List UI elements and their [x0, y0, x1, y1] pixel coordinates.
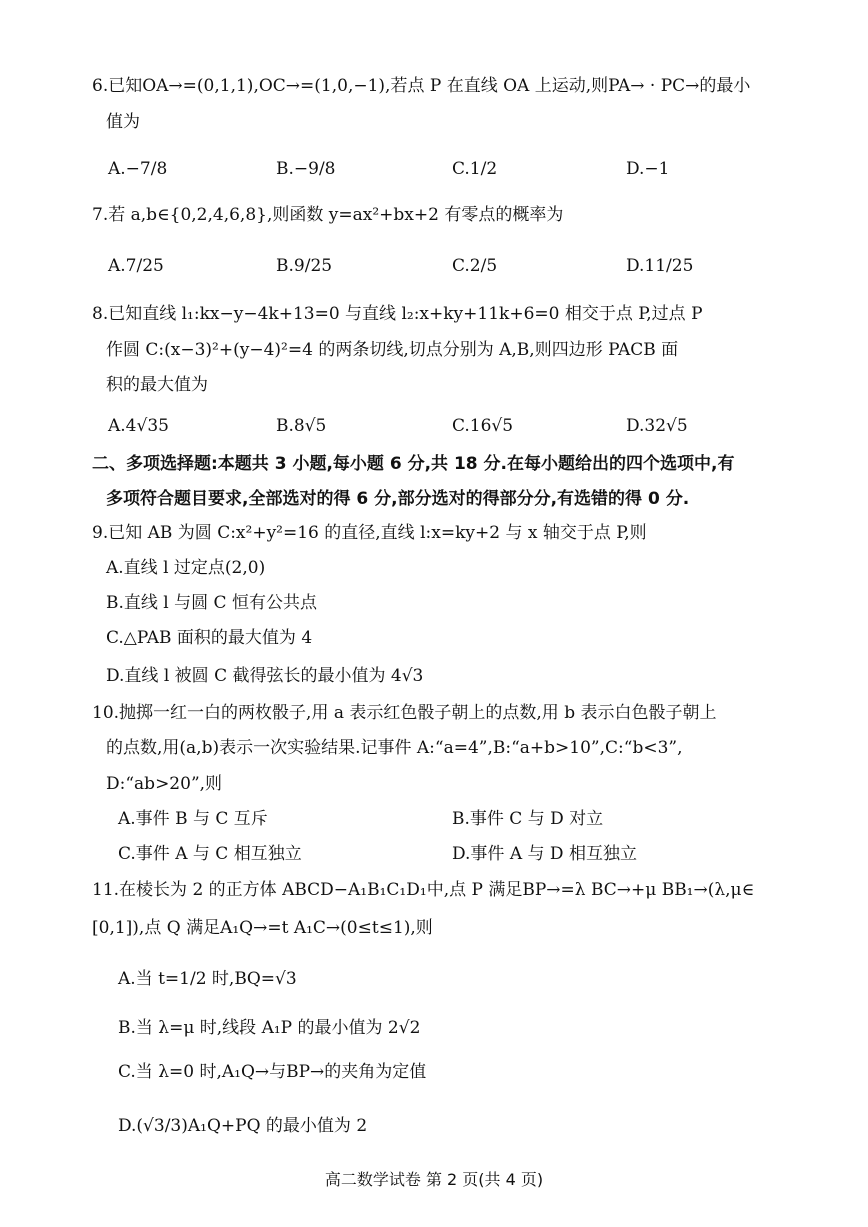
- q11-option-b: B.当 λ=μ 时,线段 A₁P 的最小值为 2√2: [118, 1018, 421, 1038]
- q6-option-a: A.−7/8: [108, 159, 168, 179]
- q9-option-b: B.直线 l 与圆 C 恒有公共点: [106, 593, 317, 613]
- q8-option-d: D.32√5: [626, 416, 688, 436]
- q9-option-c: C.△PAB 面积的最大值为 4: [106, 628, 313, 648]
- q6-stem-line1: 6.已知OA→=(0,1,1),OC→=(1,0,−1),若点 P 在直线 OA 上运动,则PA→ · PC→的最小: [92, 76, 751, 96]
- q10-option-a: A.事件 B 与 C 互斥: [118, 809, 268, 829]
- q10-option-c: C.事件 A 与 C 相互独立: [118, 844, 302, 864]
- page-footer: 高二数学试卷 第 2 页(共 4 页): [324, 1170, 544, 1189]
- q7-stem-line1: 7.若 a,b∈{0,2,4,6,8},则函数 y=ax²+bx+2 有零点的概率为: [92, 205, 564, 225]
- q10-stem-line1: 10.抛掷一红一白的两枚骰子,用 a 表示红色骰子朝上的点数,用 b 表示白色骰子朝上: [92, 703, 717, 723]
- q10-option-d: D.事件 A 与 D 相互独立: [452, 844, 637, 864]
- q7-option-c: C.2/5: [452, 256, 498, 276]
- section-2-heading-line2: 多项符合题目要求,全部选对的得 6 分,部分选对的得部分分,有选错的得 0 分.: [106, 489, 690, 509]
- q9-option-d: D.直线 l 被圆 C 截得弦长的最小值为 4√3: [106, 666, 424, 686]
- q8-option-a: A.4√35: [108, 416, 169, 436]
- q6-option-b: B.−9/8: [276, 159, 336, 179]
- q11-stem-line2: [0,1]),点 Q 满足A₁Q→=t A₁C→(0≤t≤1),则: [92, 918, 433, 938]
- q8-stem-line3: 积的最大值为: [106, 375, 208, 395]
- q9-stem-line1: 9.已知 AB 为圆 C:x²+y²=16 的直径,直线 l:x=ky+2 与 x 轴交于点 P,则: [92, 523, 647, 543]
- q8-stem-line1: 8.已知直线 l₁:kx−y−4k+13=0 与直线 l₂:x+ky+11k+6=0 相交于点 P,过点 P: [92, 304, 703, 324]
- q10-stem-line2: 的点数,用(a,b)表示一次实验结果.记事件 A:“a=4”,B:“a+b>10”,C:“b<3”,: [106, 738, 683, 758]
- q11-stem-line1: 11.在棱长为 2 的正方体 ABCD−A₁B₁C₁D₁中,点 P 满足BP→=λ BC→+μ BB₁→(λ,μ∈: [92, 880, 755, 900]
- q8-option-c: C.16√5: [452, 416, 514, 436]
- q11-option-d: D.(√3/3)A₁Q+PQ 的最小值为 2: [118, 1116, 368, 1136]
- q9-option-a: A.直线 l 过定点(2,0): [106, 558, 266, 578]
- q11-option-c: C.当 λ=0 时,A₁Q→与BP→的夹角为定值: [118, 1062, 427, 1082]
- q10-stem-line3: D:“ab>20”,则: [106, 774, 223, 794]
- q6-stem-line2: 值为: [106, 112, 140, 132]
- q7-option-d: D.11/25: [626, 256, 694, 276]
- q6-option-d: D.−1: [626, 159, 670, 179]
- q11-option-a: A.当 t=1/2 时,BQ=√3: [118, 969, 297, 989]
- q7-option-a: A.7/25: [108, 256, 164, 276]
- section-2-heading-line1: 二、多项选择题:本题共 3 小题,每小题 6 分,共 18 分.在每小题给出的四个选项中,有: [92, 454, 735, 474]
- q7-option-b: B.9/25: [276, 256, 333, 276]
- q10-option-b: B.事件 C 与 D 对立: [452, 809, 604, 829]
- q8-option-b: B.8√5: [276, 416, 327, 436]
- q8-stem-line2: 作圆 C:(x−3)²+(y−4)²=4 的两条切线,切点分别为 A,B,则四边形 PACB 面: [106, 340, 679, 360]
- q6-option-c: C.1/2: [452, 159, 498, 179]
